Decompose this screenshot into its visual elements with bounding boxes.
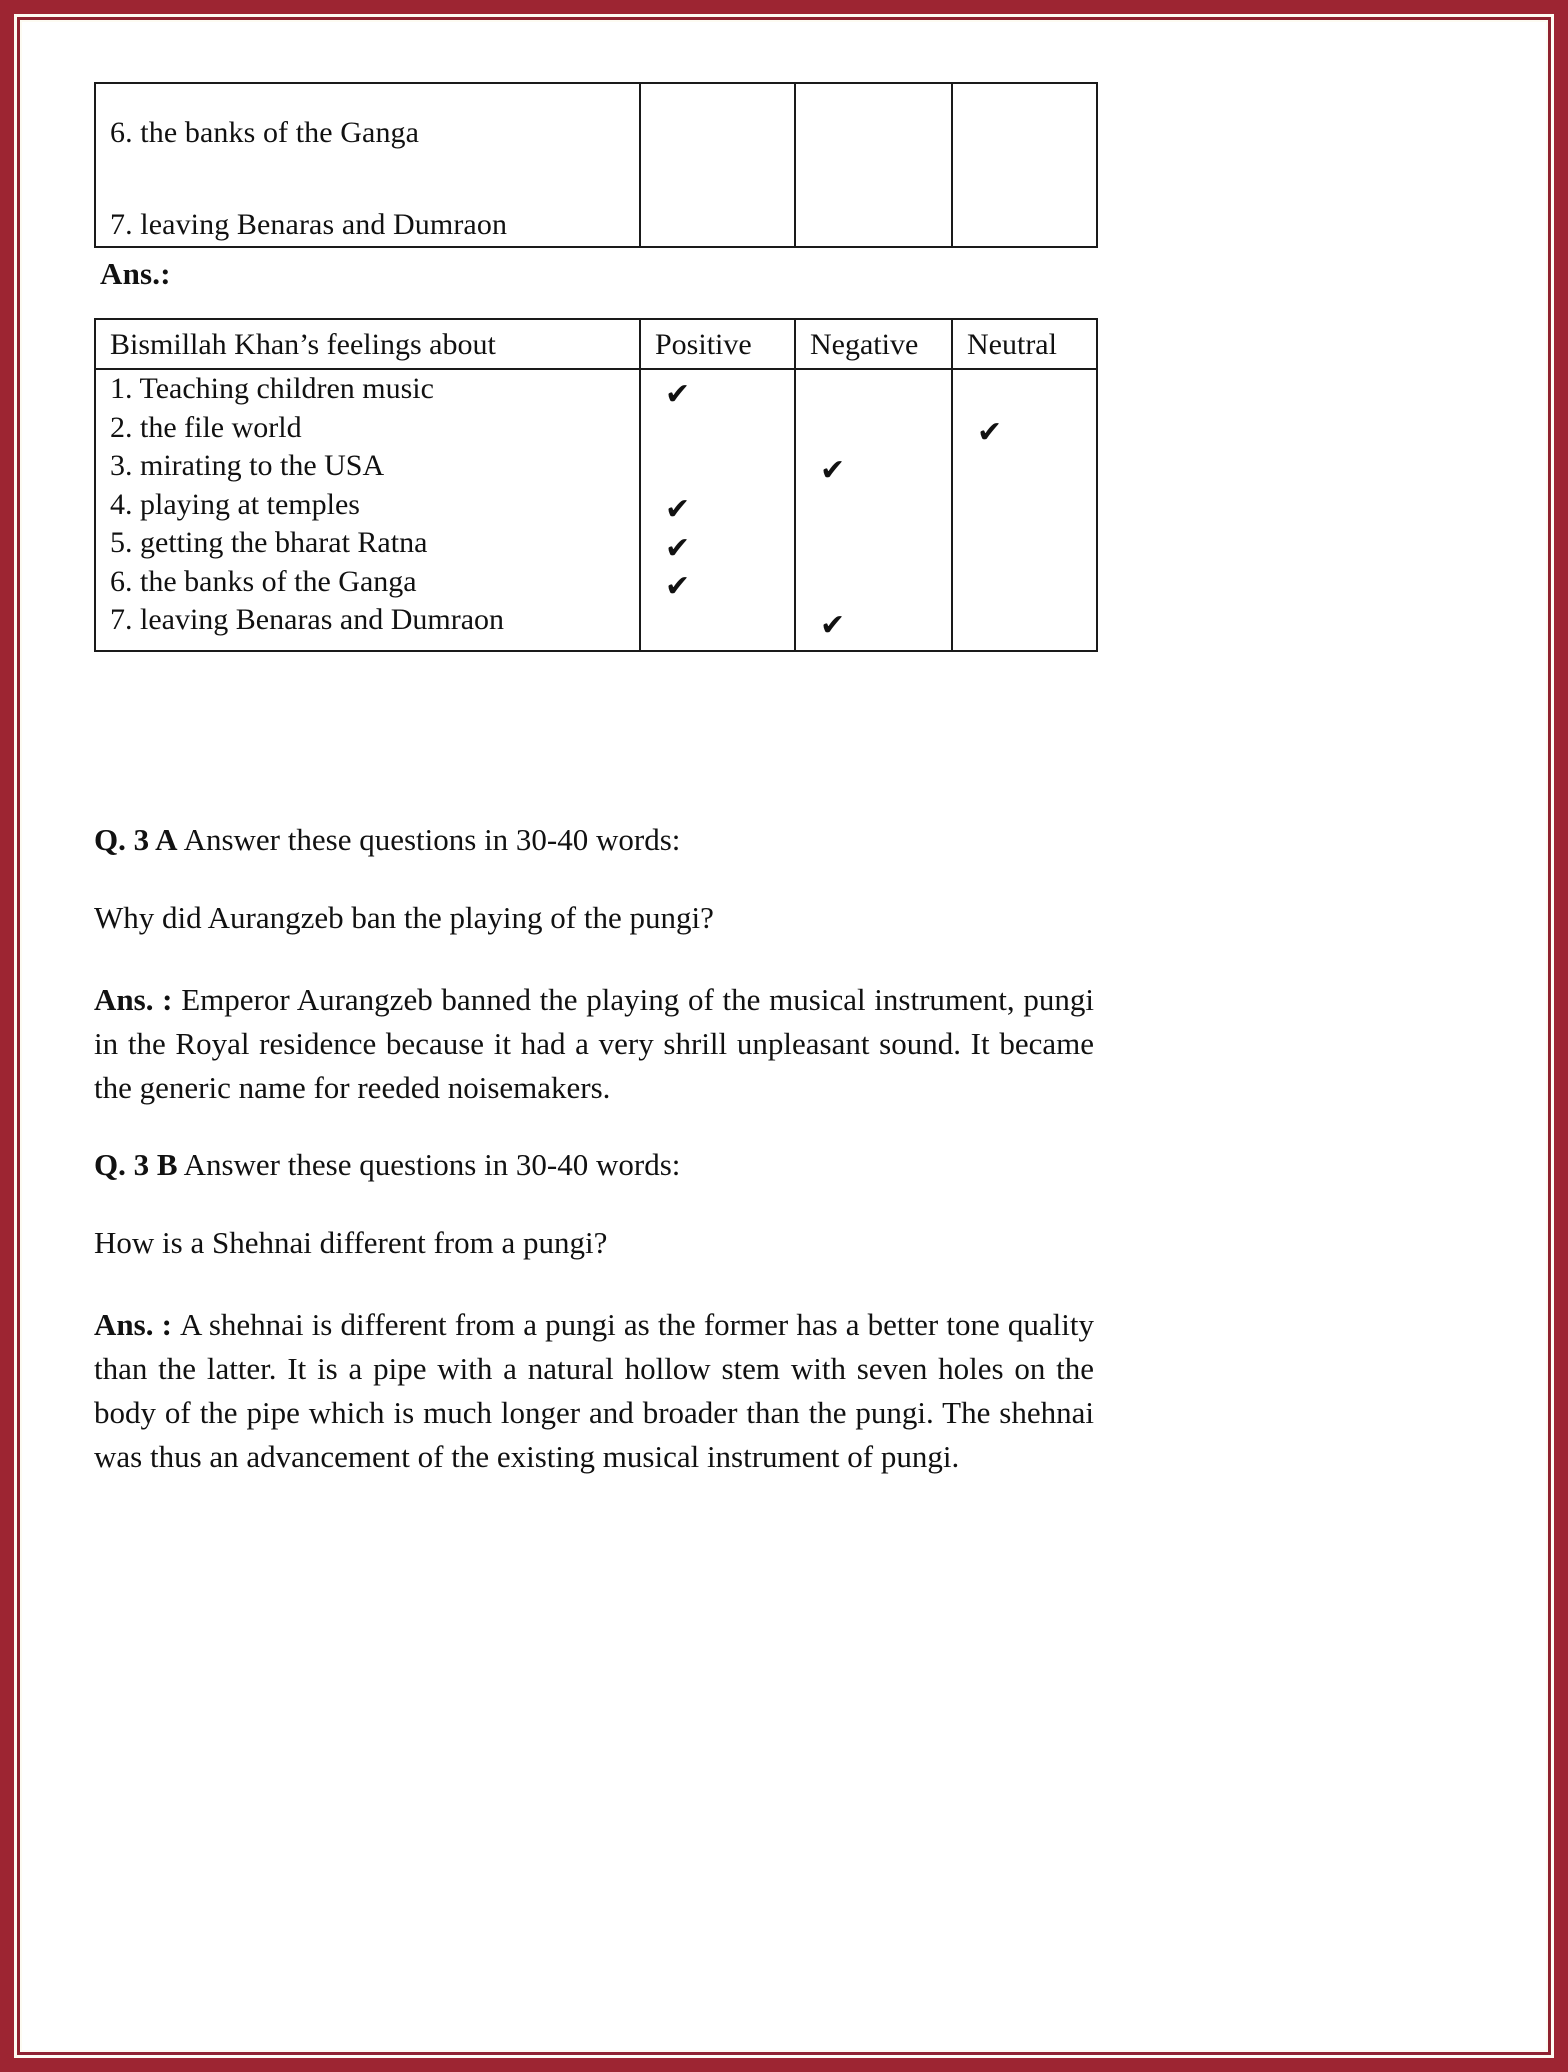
feelings-item-list-cell (95, 369, 640, 651)
page-inner-rule (17, 17, 1551, 2055)
table-body-row (95, 369, 1097, 651)
feelings-item-list (110, 370, 639, 640)
question-3a-heading (94, 822, 1104, 858)
table-header-row (95, 319, 1097, 369)
list-item: 6. the banks of the Ganga (110, 564, 417, 598)
continued-positive-cell (640, 83, 795, 247)
negative-column-cell (795, 369, 952, 651)
question-3b-text: How is a Shehnai different from a pungi? (94, 1225, 608, 1260)
question-3a-text: Why did Aurangzeb ban the playing of the pungi? (94, 900, 714, 935)
continued-negative-cell (795, 83, 952, 247)
question-3a-block (94, 822, 1104, 1110)
page-border-gap (14, 14, 1554, 2058)
list-item: 7. leaving Benaras and Dumraon (110, 603, 505, 636)
answer-3b-paragraph (94, 1303, 1094, 1479)
list-item: 4. playing at temples (110, 487, 360, 521)
answer-3b-tag: Ans. : (94, 1307, 181, 1342)
answer-3a-tag: Ans. : (94, 982, 182, 1017)
continued-item-6: 6. the banks of the Ganga (110, 116, 420, 149)
continued-feelings-table (94, 82, 1098, 248)
column-header-label: Bismillah Khan’s feelings about (95, 319, 640, 369)
column-header-neutral: Neutral (952, 319, 1097, 369)
answer-3b-text: A shehnai is different from a pungi as the former has a better tone quality than the latter. It is a pipe with a natural hollow stem with seven holes on the body of the pipe which is much longer and broader than the pungi. The shehnai was thus an advancement of the existing musical instrument of pungi. (94, 1307, 1094, 1474)
question-3b-instruction: Answer these questions in 30-40 words: (177, 1147, 681, 1182)
checkmark-icon: ✔ (820, 608, 846, 643)
checkmark-icon: ✔ (665, 569, 691, 604)
question-3b-number: Q. 3 B (94, 1147, 178, 1182)
checkmark-icon: ✔ (665, 377, 691, 412)
question-3a-number: Q. 3 A (94, 822, 178, 857)
page-surface (22, 22, 1546, 2050)
document-content (94, 82, 1484, 2050)
answer-3a-paragraph (94, 978, 1094, 1110)
checkmark-icon: ✔ (665, 492, 691, 527)
checkmark-icon: ✔ (977, 415, 1003, 450)
list-item: 5. getting the bharat Ratna (110, 526, 428, 559)
positive-column-cell (640, 369, 795, 651)
feelings-answer-table (94, 318, 1098, 652)
answer-3a-text: Emperor Aurangzeb banned the playing of the musical instrument, pungi in the Royal residence because it had a very shrill unpleasant sound. It became the generic name for reeded noisemakers. (94, 982, 1095, 1105)
answer-label: Ans.: (100, 256, 171, 291)
table-row (95, 83, 1097, 247)
checkmark-icon: ✔ (820, 453, 846, 488)
continued-neutral-cell (952, 83, 1097, 247)
neutral-column-cell (952, 369, 1097, 651)
question-3b-heading (94, 1147, 1104, 1183)
continued-item-7: 7. leaving Benaras and Dumraon (110, 208, 508, 241)
list-item: 3. mirating to the USA (110, 449, 385, 482)
list-item: 1. Teaching children music (110, 372, 434, 405)
checkmark-icon: ✔ (665, 531, 691, 566)
question-3a-instruction: Answer these questions in 30-40 words: (177, 822, 681, 857)
list-item: 2. the file world (110, 410, 302, 444)
question-3b-block (94, 1147, 1104, 1479)
continued-items-cell (95, 83, 640, 247)
column-header-negative: Negative (795, 319, 952, 369)
column-header-positive: Positive (640, 319, 795, 369)
